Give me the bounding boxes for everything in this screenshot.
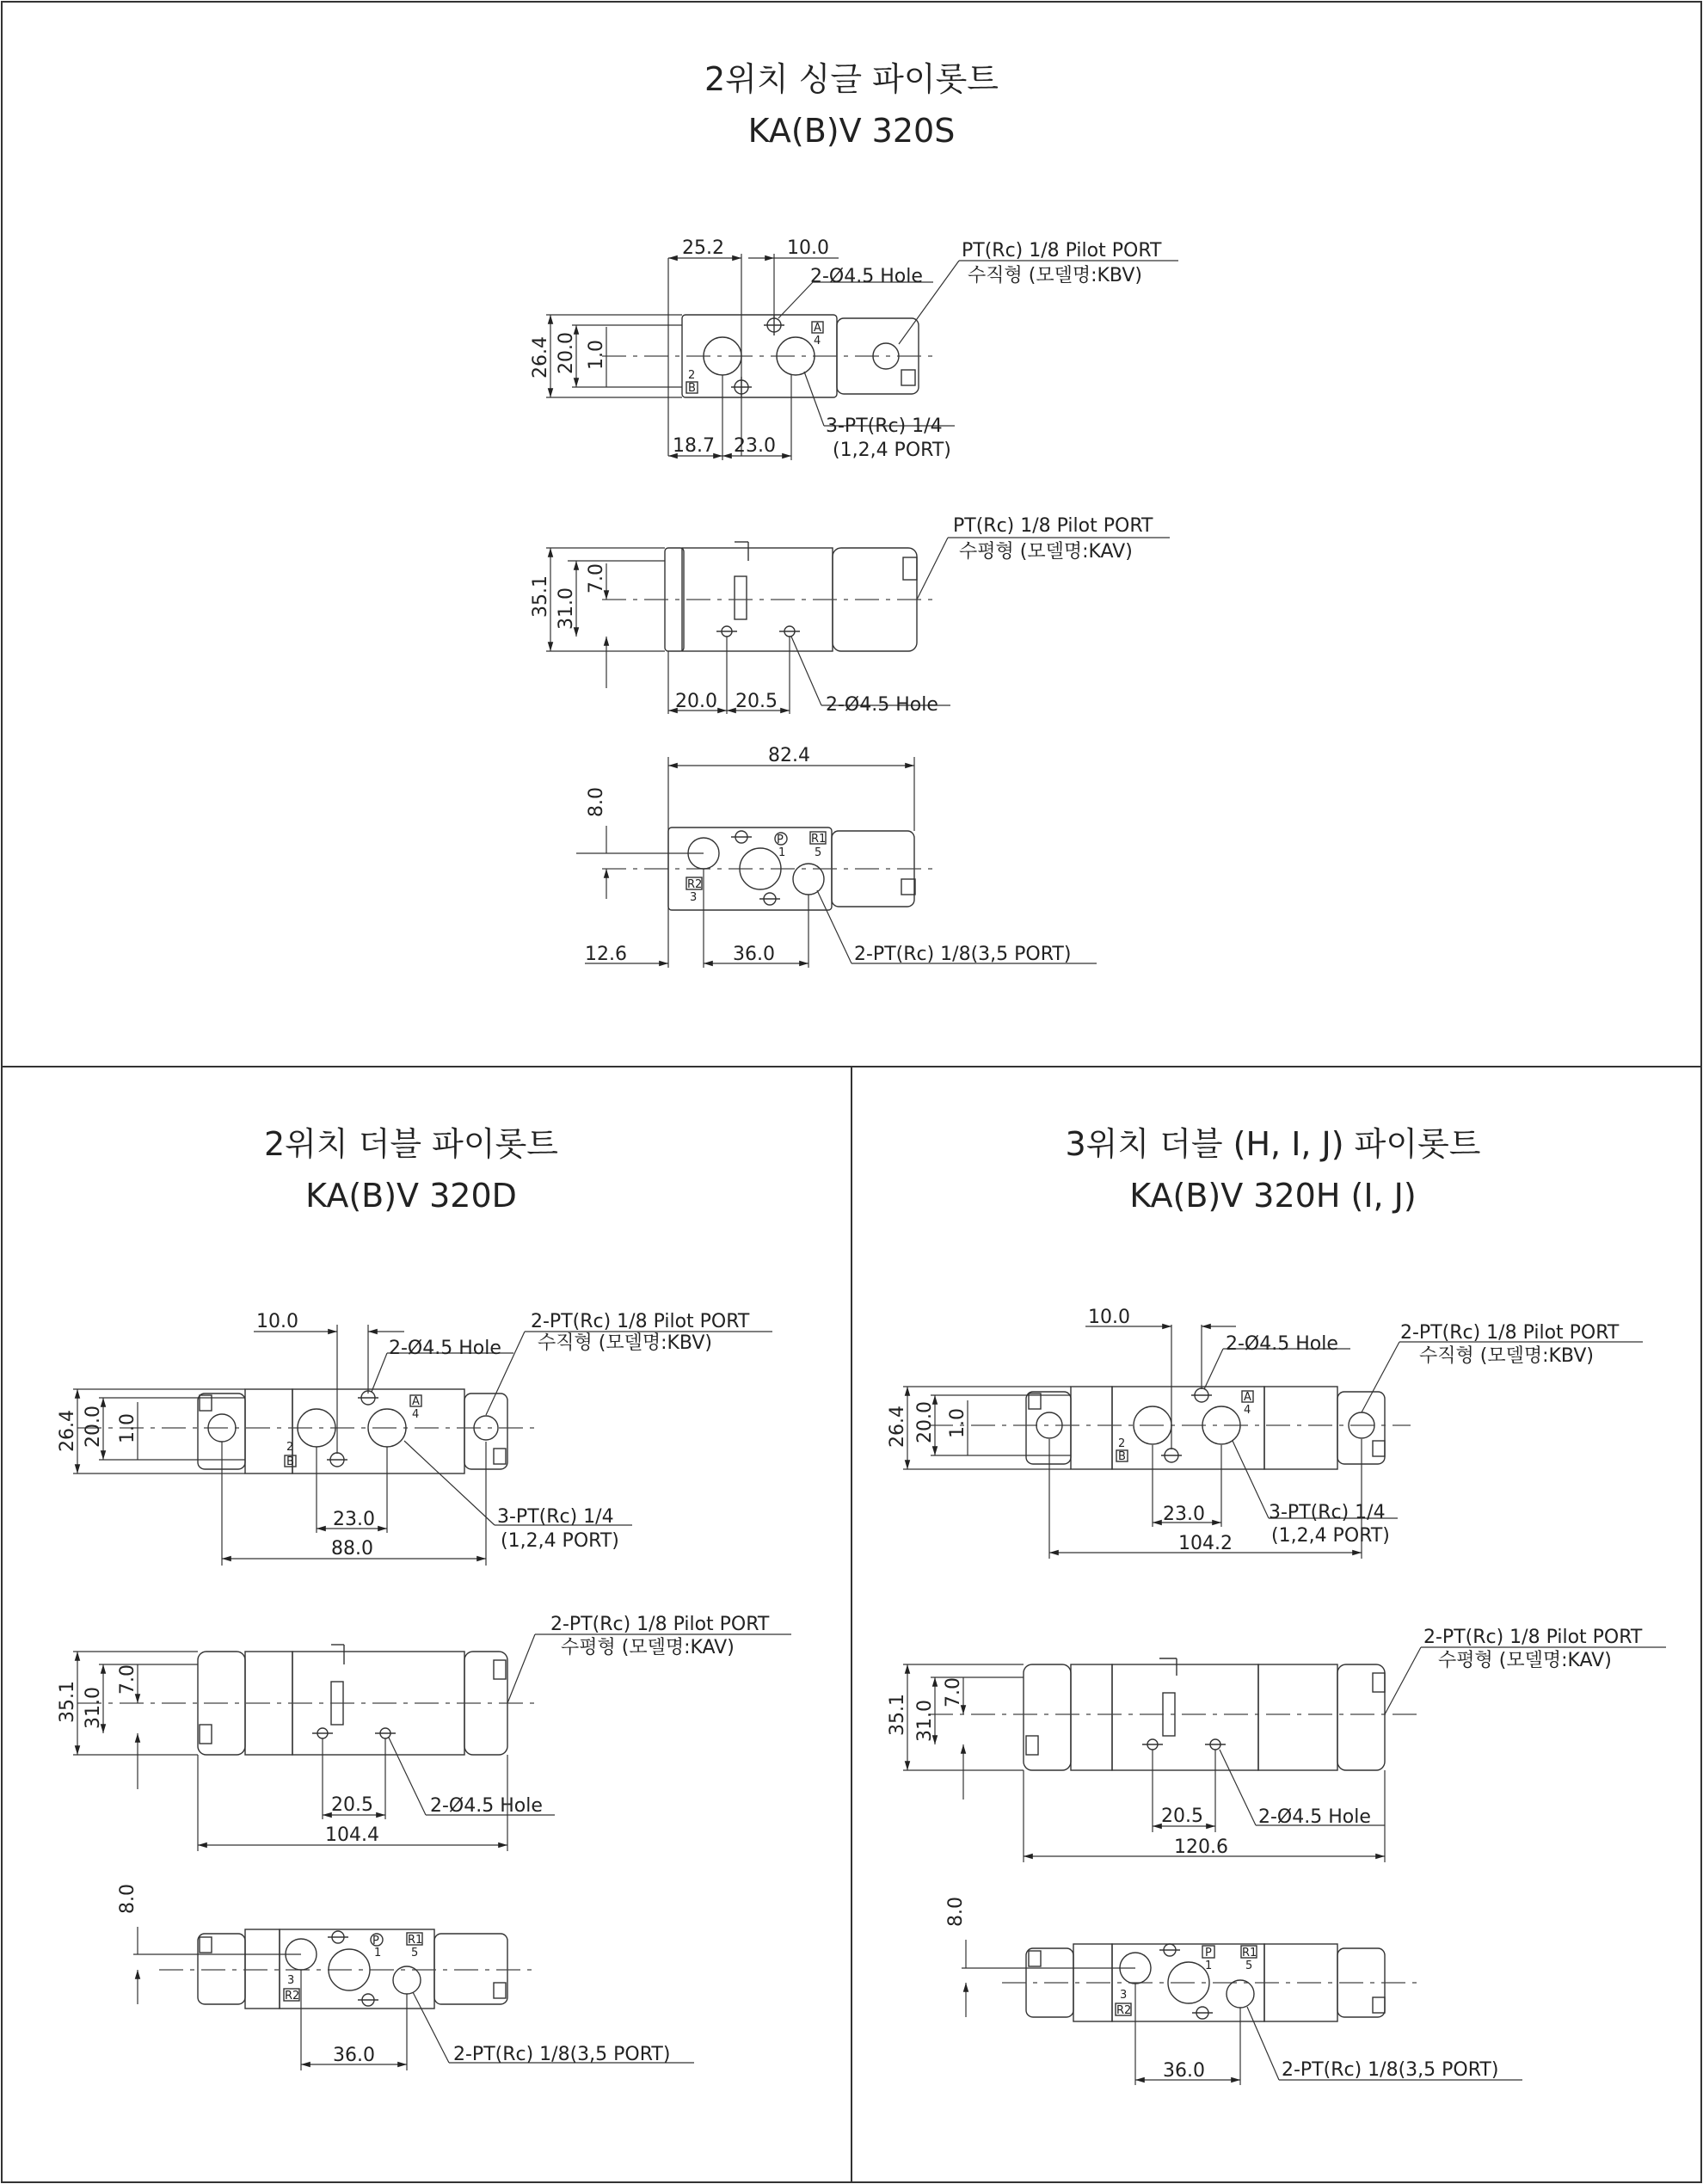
- port-mark-4: 4: [412, 1408, 420, 1421]
- pilot-fitting: [200, 1725, 212, 1744]
- panel-single-model: KA(B)V 320S: [747, 112, 956, 150]
- slot: [735, 576, 747, 619]
- dim-35-1: 35.1: [887, 1694, 908, 1736]
- port-mark-r2: R2: [1116, 2004, 1132, 2017]
- dim-10-0: 10.0: [256, 1311, 298, 1332]
- leader-line: [778, 282, 813, 318]
- pilot-cap-left: [1026, 1392, 1071, 1464]
- port-5-circle: [793, 864, 824, 895]
- dim-31-0: 31.0: [914, 1700, 936, 1742]
- hole-label: 2-Ø4.5 Hole: [389, 1338, 501, 1359]
- dim-8-0: 8.0: [117, 1884, 138, 1914]
- dim-1-0: 1.0: [586, 340, 607, 370]
- dim-36-0: 36.0: [333, 2045, 375, 2066]
- dim-18-7: 18.7: [673, 435, 715, 457]
- dim-20-5: 20.5: [331, 1794, 373, 1816]
- single-front-view: [530, 515, 1170, 716]
- leader-line: [1204, 1349, 1223, 1389]
- leader-line: [1233, 1441, 1269, 1518]
- leader-line: [413, 1992, 449, 2063]
- hole-label: 2-Ø4.5 Hole: [430, 1795, 543, 1817]
- port-mark-1: 1: [778, 846, 786, 859]
- pilot-fitting: [903, 557, 917, 580]
- port-mark-r1: R1: [1242, 1947, 1257, 1959]
- valve-body: [1112, 1664, 1258, 1770]
- dim-23-0: 23.0: [1163, 1504, 1205, 1525]
- port-mark-3: 3: [690, 891, 698, 904]
- dim-20-0: 20.0: [675, 691, 717, 712]
- valve-body-left: [245, 1389, 292, 1473]
- port-mark-4: 4: [814, 335, 821, 348]
- dim-26-4: 26.4: [887, 1406, 908, 1448]
- pilot-fitting: [1373, 1997, 1385, 2013]
- port-mark-a: A: [412, 1395, 420, 1408]
- dim-20-0: 20.0: [556, 332, 577, 374]
- pilot-fitting: [1026, 1736, 1038, 1755]
- panel-triple-title: 3위치 더블 (H, I, J) 파이롯트: [1065, 1125, 1481, 1163]
- valve-body-left: [1071, 1664, 1112, 1770]
- pilot-model-label: 수평형 (모델명:KAV): [561, 1637, 735, 1658]
- port-mark-2: 2: [1118, 1437, 1126, 1450]
- panel-triple: [887, 1125, 1666, 2085]
- dim-1-0: 1.0: [947, 1408, 968, 1438]
- pilot-port-label: 2-PT(Rc) 1/8 Pilot PORT: [531, 1311, 750, 1332]
- dim-12-6: 12.6: [585, 944, 627, 965]
- leader-line: [791, 637, 821, 705]
- pilot-fitting: [494, 1660, 506, 1679]
- dim-36-0: 36.0: [733, 944, 775, 965]
- valve-body: [292, 1389, 464, 1473]
- port-mark-p: P: [372, 1935, 379, 1947]
- pilot-fitting: [901, 879, 915, 895]
- port-mark-1: 1: [1205, 1959, 1213, 1972]
- triple-top-view: [887, 1307, 1643, 1559]
- dim-31-0: 31.0: [556, 588, 577, 630]
- port-mark-b: B: [286, 1455, 294, 1468]
- leader-line: [404, 1441, 495, 1525]
- port-label: 2-PT(Rc) 1/8(3,5 PORT): [854, 944, 1072, 965]
- port-label: 2-PT(Rc) 1/8(3,5 PORT): [1282, 2059, 1499, 2081]
- pilot-port-label: 2-PT(Rc) 1/8 Pilot PORT: [1423, 1627, 1643, 1648]
- leader-line: [804, 372, 824, 426]
- valve-body-left: [1071, 1387, 1112, 1469]
- hole-label: 2-Ø4.5 Hole: [1258, 1806, 1371, 1828]
- dim-10-0: 10.0: [787, 237, 829, 259]
- port-mark-a: A: [814, 322, 821, 335]
- panel-single-title: 2위치 싱글 파이롯트: [704, 60, 999, 98]
- pilot-model-label: 수평형 (모델명:KAV): [1438, 1650, 1612, 1671]
- port-sub-label: (1,2,4 PORT): [833, 440, 951, 461]
- dim-26-4: 26.4: [530, 336, 551, 378]
- port-mark-p: P: [1205, 1947, 1212, 1959]
- panel-double: [57, 1125, 791, 2070]
- single-top-view: [530, 237, 1178, 461]
- dim-20-5: 20.5: [735, 691, 778, 712]
- leader-line: [1247, 2007, 1279, 2080]
- hole-label: 2-Ø4.5 Hole: [1226, 1333, 1338, 1355]
- leader-line: [372, 1353, 387, 1392]
- pilot-cap-left: [198, 1934, 245, 2004]
- dim-31-0: 31.0: [83, 1687, 104, 1729]
- dim-88-0: 88.0: [331, 1538, 373, 1560]
- pilot-port-label: 2-PT(Rc) 1/8 Pilot PORT: [550, 1614, 770, 1635]
- panel-double-title: 2위치 더블 파이롯트: [264, 1125, 558, 1163]
- dim-20-5: 20.5: [1161, 1806, 1203, 1827]
- port-mark-4: 4: [1244, 1404, 1251, 1417]
- dim-120-6: 120.6: [1174, 1836, 1228, 1858]
- port-label: 3-PT(Rc) 1/4: [1269, 1502, 1386, 1523]
- dim-7-0: 7.0: [943, 1677, 964, 1707]
- pilot-model-label: 수직형 (모델명:KBV): [1419, 1345, 1594, 1367]
- dim-20-0: 20.0: [83, 1406, 104, 1448]
- pilot-model-label: 수직형 (모델명:KBV): [538, 1332, 712, 1354]
- port-mark-1: 1: [374, 1947, 382, 1959]
- port-sub-label: (1,2,4 PORT): [501, 1530, 619, 1552]
- pilot-fitting: [494, 1983, 506, 1998]
- dim-8-0: 8.0: [945, 1897, 967, 1927]
- dim-8-0: 8.0: [586, 787, 607, 817]
- dim-20-0: 20.0: [914, 1401, 936, 1443]
- double-top-view: [57, 1311, 772, 1566]
- triple-front-view: [887, 1627, 1666, 1862]
- valve-body-right: [1258, 1664, 1337, 1770]
- dim-36-0: 36.0: [1163, 2060, 1205, 2082]
- port-mark-r2: R2: [687, 878, 703, 891]
- leader-line: [389, 1738, 426, 1815]
- port-5-circle: [393, 1966, 421, 1994]
- dim-26-4: 26.4: [57, 1410, 78, 1452]
- dim-1-0: 1.0: [117, 1413, 138, 1443]
- panel-double-model: KA(B)V 320D: [305, 1177, 517, 1215]
- hole-label: 2-Ø4.5 Hole: [810, 266, 923, 287]
- port-mark-r1: R1: [811, 833, 827, 846]
- pilot-fitting: [1029, 1951, 1041, 1966]
- pilot-fitting: [901, 370, 915, 385]
- dim-7-0: 7.0: [117, 1664, 138, 1695]
- dim-10-0: 10.0: [1088, 1307, 1130, 1328]
- dim-23-0: 23.0: [333, 1509, 375, 1530]
- port-mark-b: B: [1118, 1450, 1126, 1463]
- pilot-fitting: [1373, 1673, 1385, 1692]
- port-mark-r2: R2: [285, 1990, 300, 2003]
- port-5-circle: [1227, 1980, 1254, 2008]
- leader-line: [1385, 1647, 1421, 1714]
- dim-104-2: 104.2: [1178, 1533, 1233, 1554]
- leader-line: [1362, 1342, 1399, 1412]
- dim-7-0: 7.0: [586, 563, 607, 594]
- valve-body-left: [245, 1929, 280, 2009]
- port-mark-a: A: [1244, 1391, 1251, 1404]
- port-sub-label: (1,2,4 PORT): [1271, 1525, 1390, 1547]
- double-front-view: [57, 1614, 791, 1851]
- pilot-fitting: [494, 1449, 506, 1464]
- port-mark-5: 5: [815, 846, 822, 859]
- dim-25-2: 25.2: [682, 237, 724, 259]
- triple-bottom-view: [945, 1897, 1522, 2085]
- port-mark-5: 5: [411, 1947, 419, 1959]
- port-label: 3-PT(Rc) 1/4: [826, 415, 943, 437]
- port-mark-2: 2: [286, 1441, 294, 1454]
- pilot-model-label: 수평형 (모델명:KAV): [959, 541, 1133, 563]
- pilot-fitting: [200, 1937, 212, 1953]
- port-mark-p: P: [777, 834, 784, 846]
- port-mark-3: 3: [1120, 1989, 1128, 2002]
- pilot-fitting: [1373, 1441, 1385, 1456]
- leader-line: [817, 890, 852, 963]
- port-label: 2-PT(Rc) 1/8(3,5 PORT): [453, 2044, 671, 2065]
- port-mark-b: B: [688, 382, 696, 395]
- leader-line: [917, 538, 948, 600]
- dim-104-4: 104.4: [325, 1824, 379, 1846]
- leader-line: [507, 1634, 535, 1703]
- port-mark-2: 2: [688, 369, 696, 382]
- dim-82-4: 82.4: [768, 745, 810, 766]
- port-label: 3-PT(Rc) 1/4: [497, 1506, 614, 1528]
- pilot-port-label: 2-PT(Rc) 1/8 Pilot PORT: [1400, 1322, 1620, 1344]
- port-mark-5: 5: [1245, 1959, 1253, 1972]
- port-mark-r1: R1: [408, 1934, 423, 1947]
- pilot-port-label: PT(Rc) 1/8 Pilot PORT: [953, 515, 1153, 537]
- port-mark-3: 3: [287, 1974, 295, 1987]
- leader-line: [1220, 1750, 1256, 1825]
- pilot-cap-right: [1337, 1664, 1385, 1770]
- dim-35-1: 35.1: [57, 1681, 78, 1723]
- dim-23-0: 23.0: [734, 435, 776, 457]
- double-bottom-view: [117, 1884, 694, 2070]
- valve-body-right: [1264, 1387, 1337, 1469]
- panel-triple-model: KA(B)V 320H (I, J): [1129, 1177, 1417, 1215]
- pilot-port-label: PT(Rc) 1/8 Pilot PORT: [962, 240, 1162, 261]
- hole-label: 2-Ø4.5 Hole: [826, 694, 938, 716]
- single-bottom-view: [576, 745, 1097, 968]
- pilot-cap-right: [434, 1934, 507, 2004]
- dim-35-1: 35.1: [530, 575, 551, 618]
- panel-single: [530, 60, 1178, 968]
- pilot-model-label: 수직형 (모델명:KBV): [968, 265, 1142, 286]
- pilot-fitting: [1029, 1393, 1041, 1409]
